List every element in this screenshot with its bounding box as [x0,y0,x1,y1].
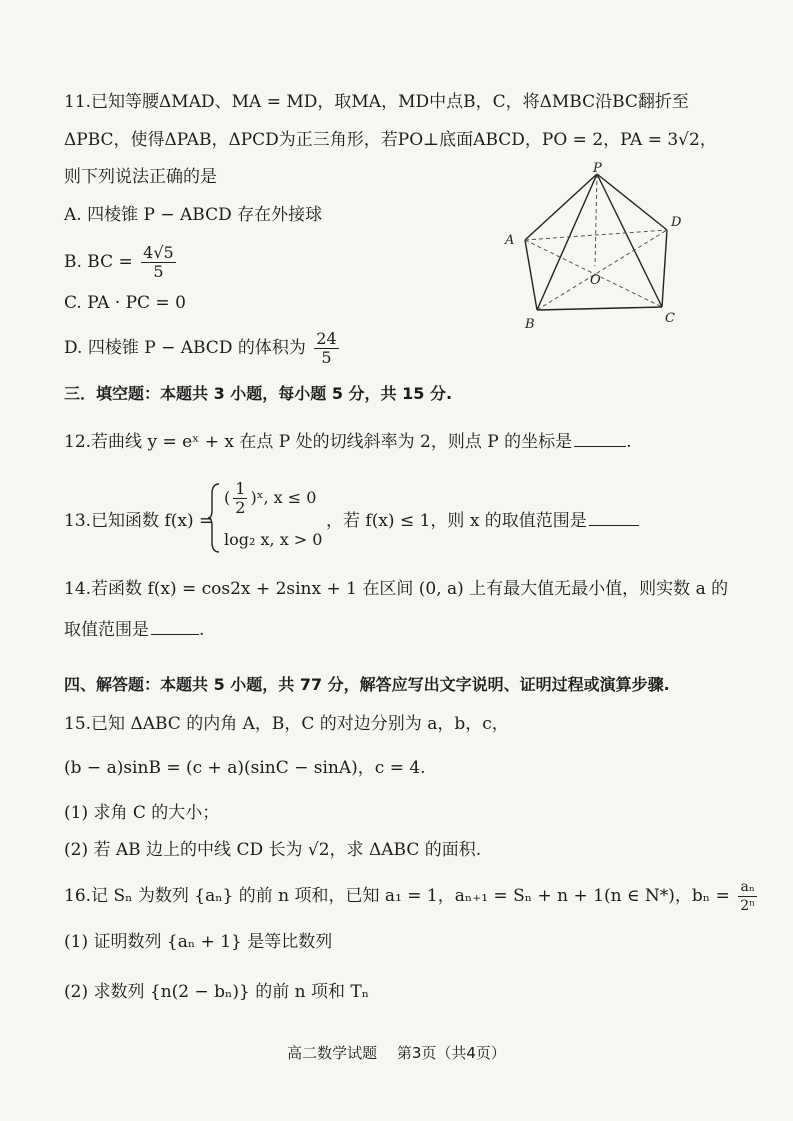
q16-part1: (1) 证明数列 {aₙ + 1} 是等比数列 [64,932,333,952]
q11-line1: 11.已知等腰ΔMAD、MA = MD，取MA，MD中点B，C，将ΔMBC沿BC翻折至 [64,92,689,112]
q13 [64,478,704,558]
height-PO-hidden [595,174,597,266]
q11-option-d: D. 四棱锥 P − ABCD 的体积为 $\frac{24}{5}$ [64,329,337,367]
edge-PD [597,174,667,230]
q16-line1: 16.记 Sₙ 为数列 {aₙ} 的前 n 项和，已知 a₁ = 1，aₙ₊₁ = Sₙ + n + 1(n ∈ N*)，bₙ = $\frac{\text{aₙ}}{\text{2ⁿ}}$ [64,879,756,914]
q13-case2: log₂ x, x > 0 [224,530,323,549]
q14-line1: 14.若函数 f(x) = cos2x + 2sinx + 1 在区间 (0, a) 上有最大值无最小值，则实数 a 的 [64,579,729,599]
edge-AB [525,240,537,310]
q15-part2: (2) 若 AB 边上的中线 CD 长为 √2，求 ΔABC 的面积. [64,840,482,860]
label-A: A [505,233,515,248]
q12: 12.若曲线 y = eˣ + x 在点 P 处的切线斜率为 2，则点 P 的坐标是 . [64,428,632,454]
q11-line3: 则下列说法正确的是 [64,167,217,187]
label-O: O [590,273,601,288]
q14-line2: 取值范围是 . [64,616,204,642]
q11-option-a: A. 四棱锥 P − ABCD 存在外接球 [64,205,323,225]
q15-line2: (b − a)sinB = (c + a)(sinC − sinA)，c = 4. [64,758,426,778]
q12-answer-blank [574,428,626,447]
edge-DC [662,230,667,307]
diag-BD-hidden [537,230,667,310]
pyramid-diagram [497,162,702,332]
q11-line2: ΔPBC，使得ΔPAB，ΔPCD为正三角形，若PO⊥底面ABCD，PO = 2，PA = 3√2， [64,130,717,150]
pyramid-figure [497,162,702,332]
q15-part1: (1) 求角 C 的大小； [64,803,220,823]
q11-option-c: C. PA · PC = 0 [64,293,186,313]
edge-PC [597,174,662,307]
label-C: C [665,311,675,326]
edge-PA [525,174,597,240]
section4-heading: 四、解答题：本题共 5 小题，共 77 分，解答应写出文字说明、证明过程或演算步骤. [64,675,670,694]
q13-suffix: ，若 f(x) ≤ 1，则 x 的取值范围是 [326,506,639,531]
section3-heading: 三．填空题：本题共 3 小题，每小题 5 分，共 15 分. [64,384,453,403]
page-footer: 高二数学试题 第3页（共4页） [287,1044,506,1062]
label-P: P [593,162,602,176]
edge-PB [537,174,597,310]
q13-brace [207,482,221,554]
q13-case1: ( $\frac{1}{2}$ )ˣ, x ≤ 0 [224,479,317,517]
q16-part2: (2) 求数列 {n(2 − bₙ)} 的前 n 项和 Tₙ [64,982,370,1002]
q13-prefix: 13.已知函数 f(x) = [64,511,214,531]
label-D: D [671,215,682,230]
q15-line1: 15.已知 ΔABC 的内角 A，B，C 的对边分别为 a，b，c， [64,714,509,734]
label-B: B [525,317,535,332]
q11-option-b: B. BC = $\frac{4√5}{5}$ [64,243,174,281]
q14-answer-blank [151,616,199,635]
edge-BC [537,307,662,310]
q13-answer-blank [589,507,639,526]
